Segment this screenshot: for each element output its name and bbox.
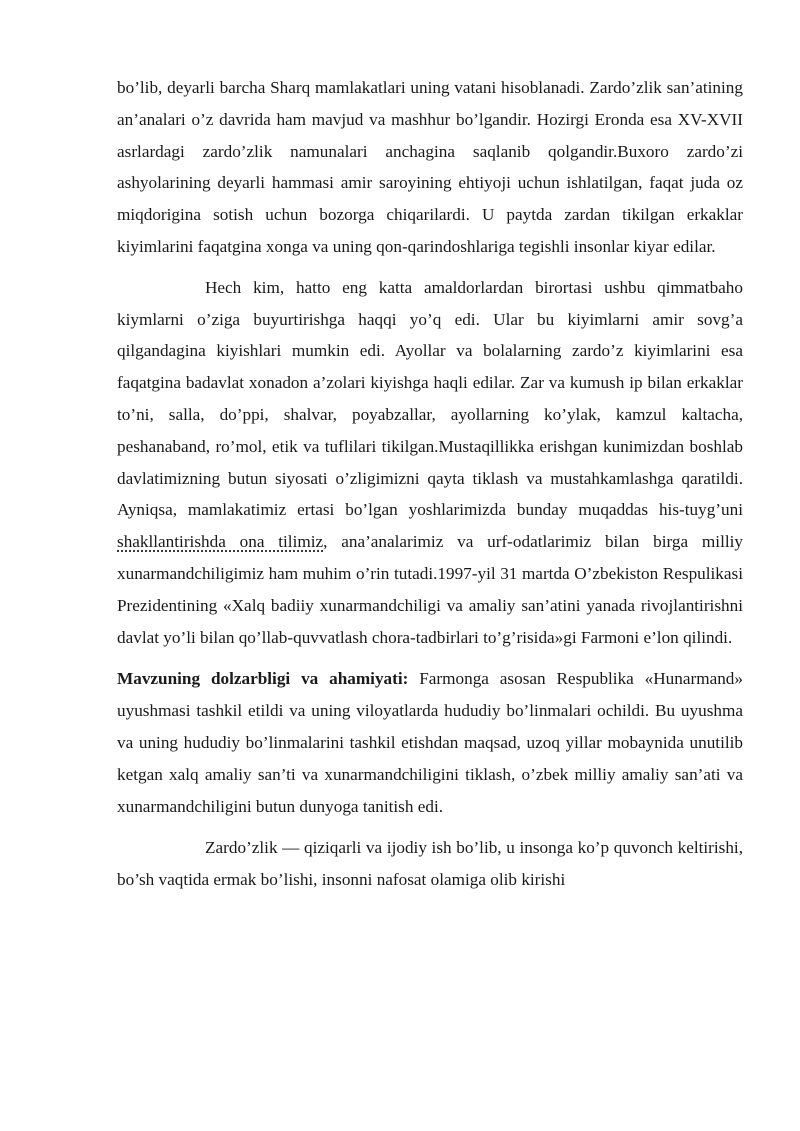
paragraph-4: Zardo’zlik — qiziqarli va ijodiy ish bo’lib, u insonga ko’p quvonch keltirishi, bo’sh vaqtida ermak bo’lishi, insonni nafosat olamiga olib kirishi: [117, 838, 743, 890]
section-heading: Mavzuning dolzarbligi va ahamiyati:: [117, 669, 409, 689]
paragraph-1: bo’lib, deyarli barcha Sharq mamlakatlari uning vatani hisoblanadi. Zardo’zlik san’atining an’analari o’z davrida ham mavjud va mashhur bo’lgandir. Hozirgi Eronda esa XV-XVII asrlardagi zardo’zlik namunalari anchagina saqlanib qolgandir.Buxoro zardo’zi ashyolarining deyarli hammasi amir saroyining ehtiyoji uchun ishlatilgan, faqat juda oz miqdorigina sotish uchun bozorga chiqarilardi. U paytda zardan tikilgan erkaklar kiyimlarini faqatgina xonga va uning qon-qarindoshlariga tegishli insonlar kiyar edilar.: [117, 78, 743, 256]
paragraph-3: [117, 663, 743, 822]
paragraph-2: [117, 272, 743, 654]
underlined-phrase: shakllantirishda ona tilimiz: [117, 532, 324, 552]
paragraph-3-body: Farmonga asosan Respublika «Hunarmand» uyushmasi tashkil etildi va uning viloyatlarda hududiy bo’linmalari ochildi. Bu uyushma va uning hududiy bo’linmalarini tashkil etishdan maqsad, uzoq yillar mobaynida unutilib ketgan xalq amaliy san’ti va xunarmandchiligini tiklash, o’zbek milliy amaliy san’ati va xunarmandchiligini butun dunyoga tanitish edi.: [117, 669, 743, 816]
paragraph-2-text-end: , ana’analarimiz va urf-odatlarimiz bilan birga milliy xunarmandchiligimiz ham muhim o’rin tutadi.1997-yil 31 martda O’zbekiston Respulikasi Prezidentining «Xalq badiiy xunarmandchiligi va amaliy san’atini yanada rivojlantirishni davlat yo’li bilan qo’llab-quvvatlash chora-tadbirlari to’g’risida»gi Farmoni e’lon qilindi.: [117, 532, 743, 647]
paragraph-2-text-start: Hech kim, hatto eng katta amaldorlardan birortasi ushbu qimmatbaho kiymlarni o’ziga buyurtirishga haqqi yo’q edi. Ular bu kiyimlarni amir sovg’a qilgandagina kiyishlari mumkin edi. Ayollar va bolalarning zardo’z kiyimlarini esa faqatgina badavlat xonadon a’zolari kiyishga haqli edilar. Zar va kumush ip bilan erkaklar to’ni, salla, do’ppi, shalvar, poyabzallar, ayollarning ko’ylak, kamzul kaltacha, peshanaband, ro’mol, etik va tuflilari tikilgan.Mustaqillikka erishgan kunimizdan boshlab davlatimizning butun siyosati o’zligimizni qayta tiklash va mustahkamlashga qaratildi. Ayniqsa, mamlakatimiz ertasi bo’lgan yoshlarimizda bunday muqaddas his-tuyg’uni: [117, 277, 743, 520]
document-page: [117, 72, 743, 896]
